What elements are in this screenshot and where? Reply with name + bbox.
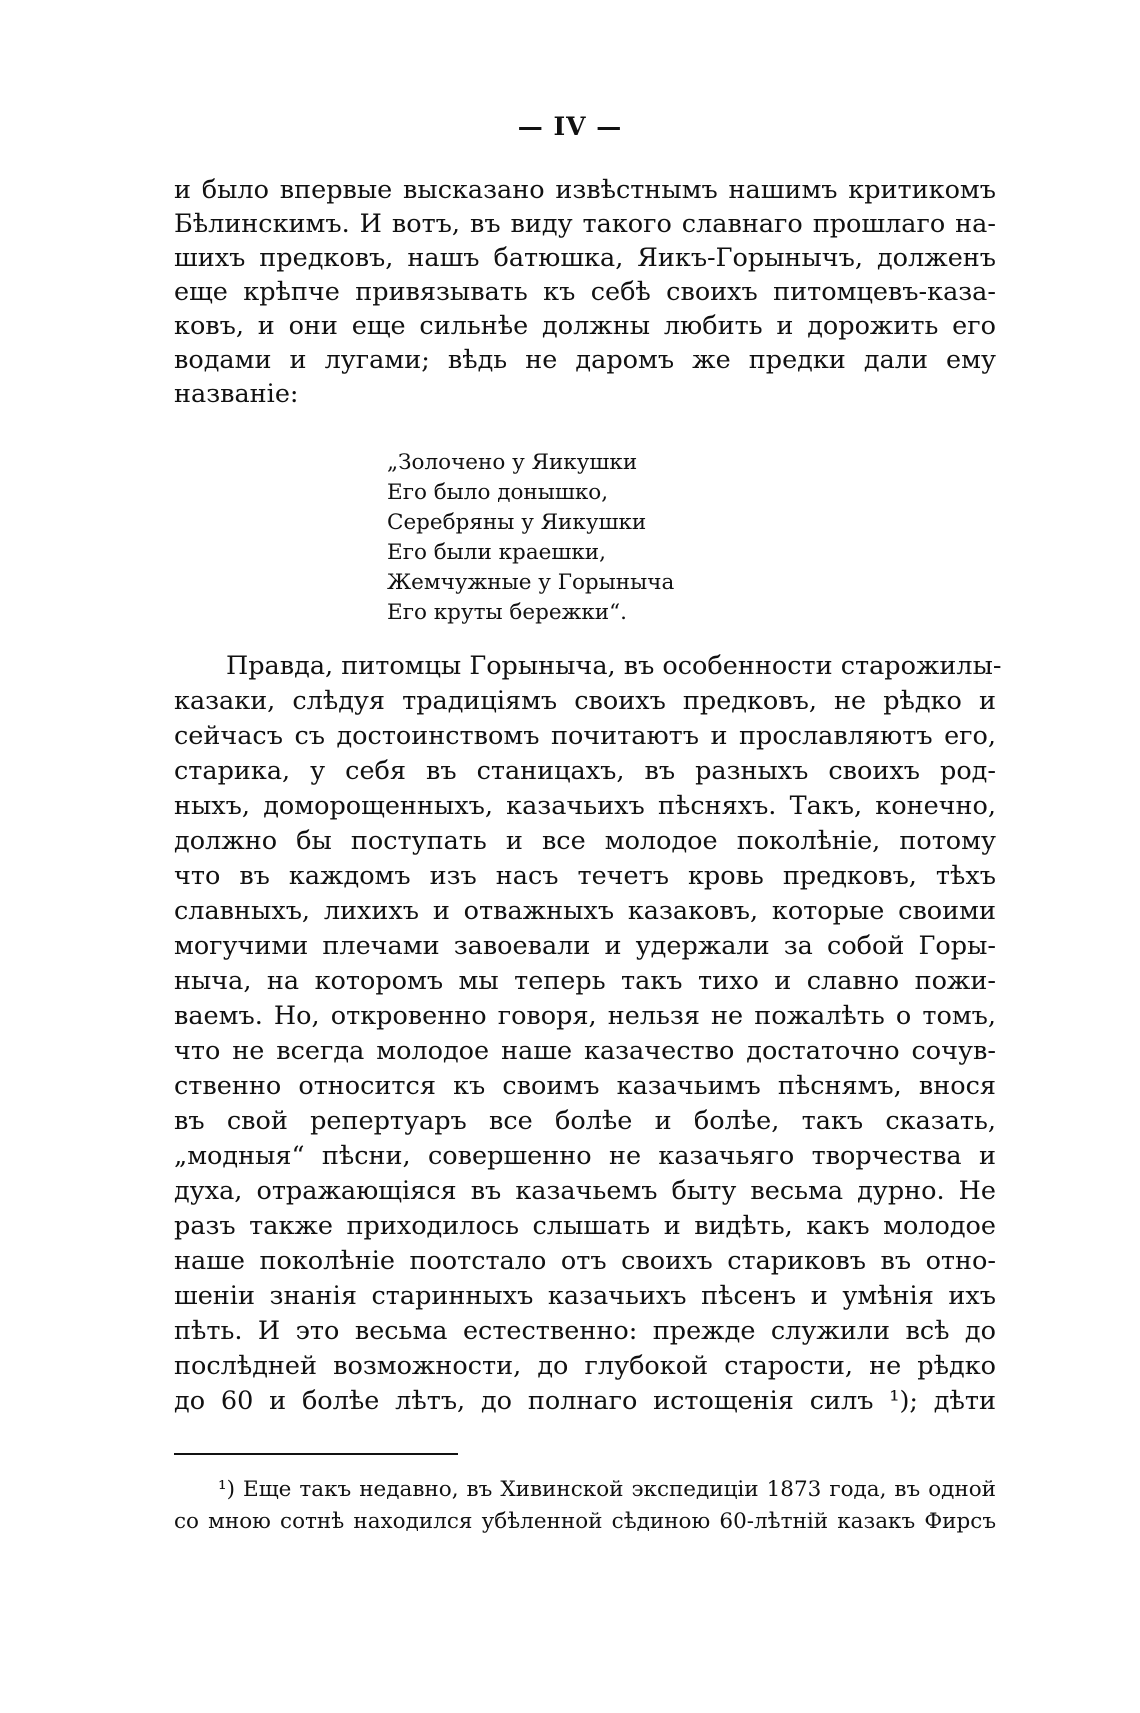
paragraph-line: старика, у себя въ станицахъ, въ разныхъ своихъ род-: [174, 756, 996, 786]
paragraph-line: водами и лугами; вѣдь не даромъ же предки дали ему: [174, 345, 996, 375]
paragraph-line: что въ каждомъ изъ насъ течетъ кровь предковъ, тѣхъ: [174, 861, 996, 891]
paragraph-line: что не всегда молодое наше казачество достаточно сочув-: [174, 1036, 996, 1066]
paragraph-line: казаки, слѣдуя традиціямъ своихъ предковъ, не рѣдко и: [174, 686, 996, 716]
paragraph-line: сейчасъ съ достоинствомъ почитаютъ и прославляютъ его,: [174, 721, 996, 751]
paragraph-line: Бѣлинскимъ. И вотъ, въ виду такого славнаго прошлаго на-: [174, 209, 996, 239]
paragraph-line: пѣть. И это весьма естественно: прежде служили всѣ до: [174, 1316, 996, 1346]
paragraph-line: ныхъ, доморощенныхъ, казачьихъ пѣсняхъ. Такъ, конечно,: [174, 791, 996, 821]
paragraph-line: „модныя“ пѣсни, совершенно не казачьяго творчества и: [174, 1141, 996, 1171]
footnote-line: ¹) Еще такъ недавно, въ Хивинской экспедиціи 1873 года, въ одной: [218, 1477, 996, 1502]
paragraph-line: шеніи знанія старинныхъ казачьихъ пѣсенъ и умѣнія ихъ: [174, 1281, 996, 1311]
paragraph-line: ственно относится къ своимъ казачьимъ пѣснямъ, внося: [174, 1071, 996, 1101]
paragraph-line: духа, отражающіяся въ казачьемъ быту весьма дурно. Не: [174, 1176, 996, 1206]
paragraph-line: названіе:: [174, 379, 299, 409]
paragraph-line: ваемъ. Но, откровенно говоря, нельзя не пожалѣть о томъ,: [174, 1001, 996, 1031]
paragraph-line: могучими плечами завоевали и удержали за собой Горы-: [174, 931, 996, 961]
paragraph-line: должно бы поступать и все молодое поколѣніе, потому: [174, 826, 996, 856]
footnote-separator: [174, 1453, 458, 1455]
paragraph-line: послѣдней возможности, до глубокой старости, не рѣдко: [174, 1351, 996, 1381]
verse-line: Серебряны у Яикушки: [387, 510, 647, 535]
verse-line: Его были краешки,: [387, 540, 606, 565]
verse-line: „Золочено у Яикушки: [387, 450, 638, 475]
verse-line: Его было донышко,: [387, 480, 609, 505]
paragraph-line: разъ также приходилось слышать и видѣть, какъ молодое: [174, 1211, 996, 1241]
paragraph-line: славныхъ, лихихъ и отважныхъ казаковъ, которые своими: [174, 896, 996, 926]
paragraph-line: наше поколѣніе поотстало отъ своихъ стариковъ въ отно-: [174, 1246, 996, 1276]
paragraph-line: Правда, питомцы Горыныча, въ особенности старожилы-: [226, 651, 1002, 681]
paragraph-line: шихъ предковъ, нашъ батюшка, Яикъ-Горынычъ, долженъ: [174, 243, 996, 273]
verse-line: Его круты бережки“.: [387, 600, 627, 625]
footnote-line: со мною сотнѣ находился убѣленной сѣдиною 60-лѣтній казакъ Фирсъ: [174, 1509, 996, 1534]
paragraph-line: до 60 и болѣе лѣтъ, до полнаго истощенія силъ ¹); дѣти: [174, 1386, 996, 1416]
paragraph-line: и было впервые высказано извѣстнымъ нашимъ критикомъ: [174, 175, 996, 205]
paragraph-line: ковъ, и они еще сильнѣе должны любить и дорожить его: [174, 311, 996, 341]
page-number: — IV —: [517, 112, 623, 141]
paragraph-line: ныча, на которомъ мы теперь такъ тихо и славно пожи-: [174, 966, 996, 996]
paragraph-line: еще крѣпче привязывать къ себѣ своихъ питомцевъ-каза-: [174, 277, 996, 307]
verse-line: Жемчужные у Горыныча: [387, 570, 675, 595]
paragraph-line: въ свой репертуаръ все болѣе и болѣе, такъ сказать,: [174, 1106, 996, 1136]
